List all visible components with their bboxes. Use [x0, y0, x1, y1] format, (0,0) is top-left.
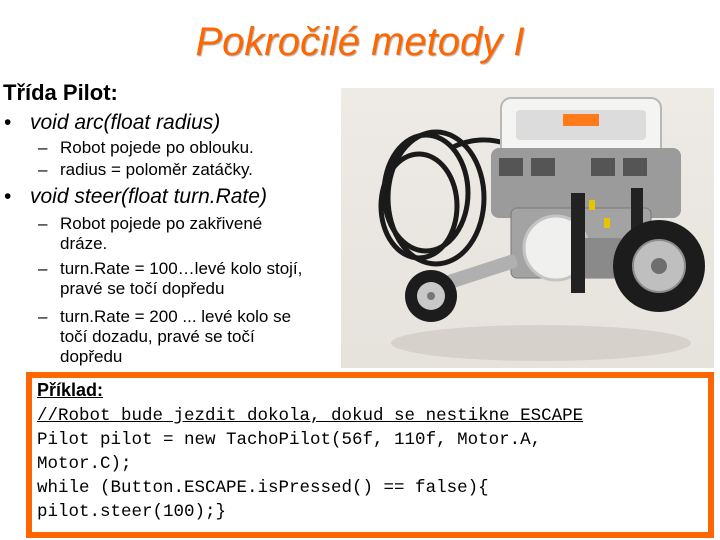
bullet-arc-text: void arc(float radius) [30, 111, 221, 134]
bullet-steer-text: void steer(float turn.Rate) [30, 185, 267, 208]
robot-illustration [341, 88, 714, 368]
slide-title: Pokročilé metody I [195, 20, 525, 64]
sub-item: – turn.Rate = 200 ... levé kolo se točí dozadu, pravé se točí dopředu [38, 307, 292, 366]
code-line: //Robot bude jezdit dokola, dokud se nestikne ESCAPE [37, 406, 584, 426]
bullet-symbol: • [4, 185, 12, 208]
bullet-symbol: • [4, 111, 12, 134]
bullet-arc [4, 111, 221, 135]
sub-item: – radius = poloměr zatáčky. [38, 160, 253, 179]
sub-item: – Robot pojede po zakřivené dráze. [38, 214, 263, 253]
code-line: Pilot pilot = new TachoPilot(56f, 110f, Motor.A, [37, 430, 542, 450]
example-label: Příklad: [37, 380, 104, 400]
sub-item: – turn.Rate = 100…levé kolo stojí, pravé se točí dopředu [38, 259, 303, 298]
example-box [26, 372, 714, 538]
code-line: while (Button.ESCAPE.isPressed() == false){ [37, 478, 489, 498]
class-heading: Třída Pilot: [3, 80, 118, 105]
robot-photo [341, 88, 714, 368]
sub-item: – Robot pojede po oblouku. [38, 138, 254, 157]
code-line: Motor.C); [37, 454, 132, 474]
code-line: pilot.steer(100);} [37, 502, 227, 522]
bullet-steer [4, 185, 267, 209]
